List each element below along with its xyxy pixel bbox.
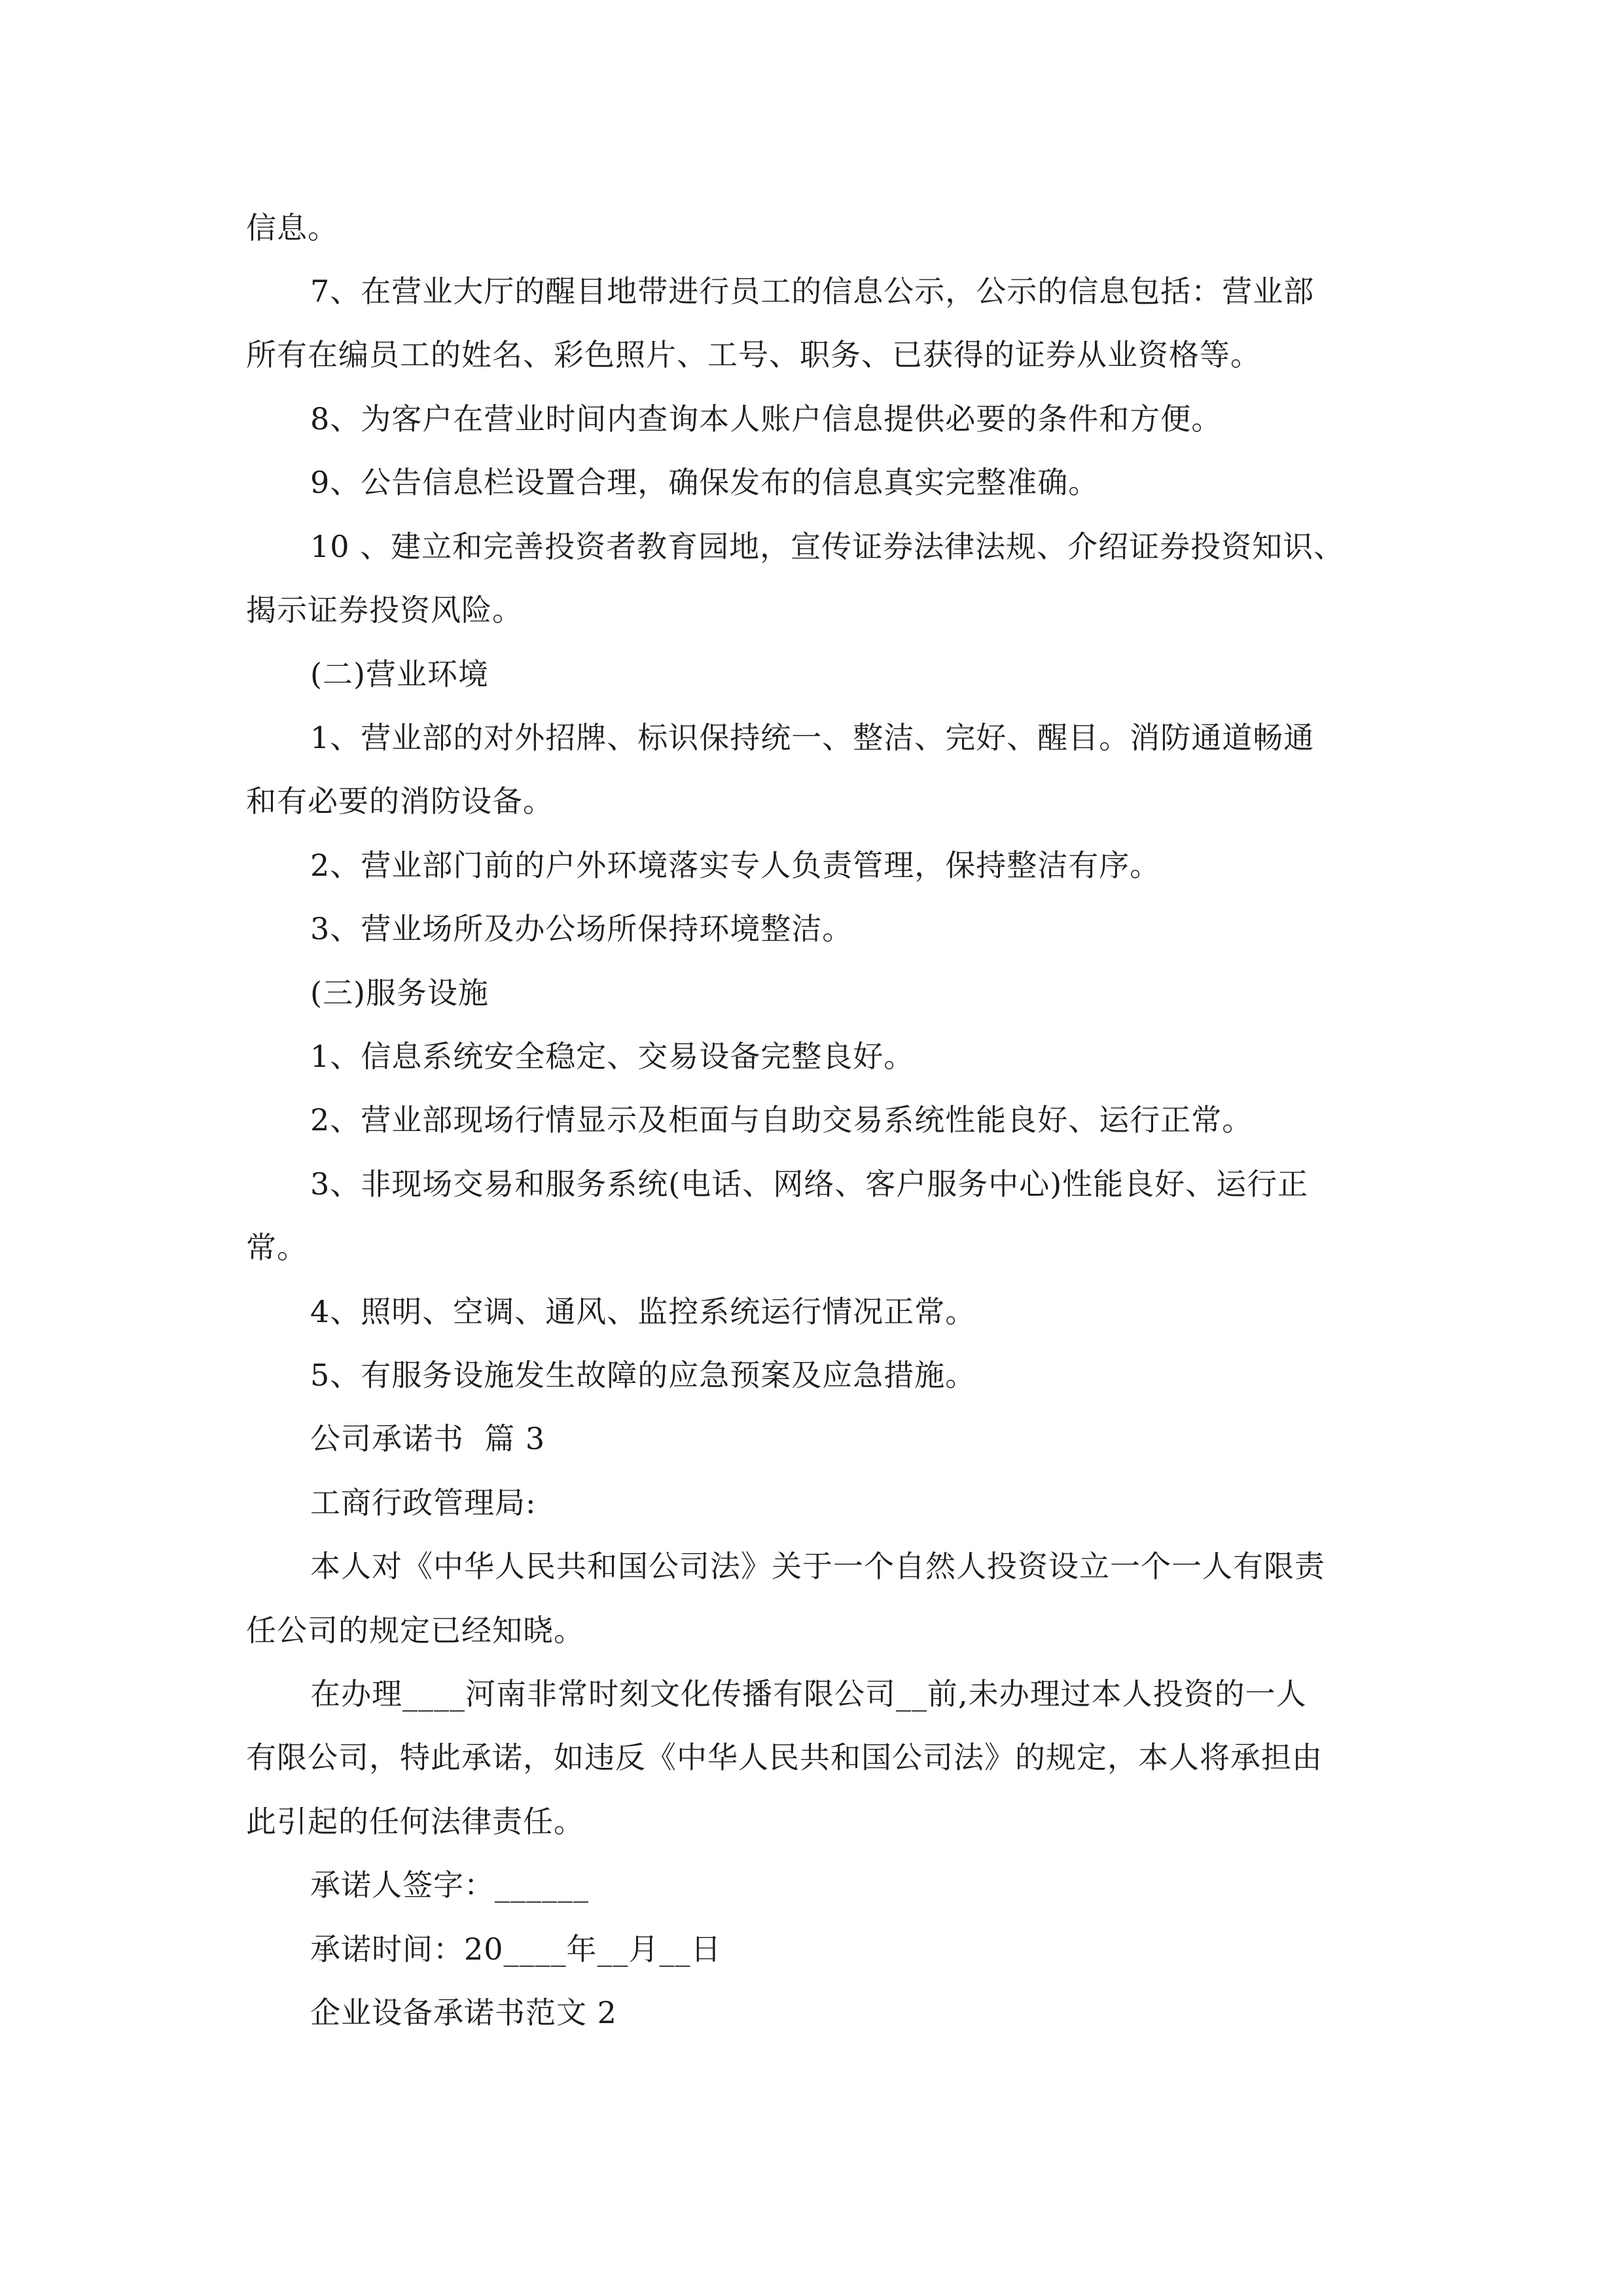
text-line: 5、有服务设施发生故障的应急预案及应急措施。: [310, 1357, 976, 1393]
text-line: 所有在编员工的姓名、彩色照片、工号、职务、已获得的证券从业资格等。: [246, 337, 1261, 372]
text-line: 8、为客户在营业时间内查询本人账户信息提供必要的条件和方便。: [310, 401, 1222, 437]
text-line: 和有必要的消防设备。: [246, 783, 554, 819]
section-heading: 公司承诺书 篇 3: [310, 1421, 546, 1456]
text-line: 7、在营业大厅的醒目地带进行员工的信息公示，公示的信息包括：营业部: [310, 274, 1315, 309]
text-line: 本人对《中华人民共和国公司法》关于一个自然人投资设立一个一人有限责: [310, 1549, 1325, 1584]
text-line: 工商行政管理局:: [310, 1485, 537, 1520]
text-line: 有限公司，特此承诺，如违反《中华人民共和国公司法》的规定，本人将承担由: [246, 1740, 1323, 1775]
text-line: 信息。: [246, 210, 338, 245]
text-line: 任公司的规定已经知晓。: [246, 1613, 584, 1648]
text-line: 常。: [246, 1230, 308, 1265]
text-line: 2、营业部门前的户外环境落实专人负责管理，保持整洁有序。: [310, 848, 1161, 883]
text-line: 1、信息系统安全稳定、交易设备完整良好。: [310, 1039, 915, 1074]
section-heading: (二)营业环境: [310, 656, 489, 692]
date-line: 承诺时间：20____年__月__日: [310, 1931, 722, 1967]
text-line: 3、营业场所及办公场所保持环境整洁。: [310, 911, 853, 946]
text-line: 在办理____河南非常时刻文化传播有限公司__前,未办理过本人投资的一人: [310, 1676, 1307, 1712]
text-line: 揭示证券投资风险。: [246, 592, 523, 628]
text-line: 此引起的任何法律责任。: [246, 1804, 584, 1839]
section-heading: (三)服务设施: [310, 975, 489, 1011]
text-line: 3、非现场交易和服务系统(电话、网络、客户服务中心)性能良好、运行正: [310, 1166, 1309, 1202]
section-heading: 企业设备承诺书范文 2: [310, 1995, 617, 2030]
text-line: 9、公告信息栏设置合理，确保发布的信息真实完整准确。: [310, 465, 1099, 500]
text-line: 2、营业部现场行情显示及柜面与自助交易系统性能良好、运行正常。: [310, 1102, 1253, 1138]
text-line: 1、营业部的对外招牌、标识保持统一、整洁、完好、醒目。消防通道畅通: [310, 720, 1315, 755]
text-line: 10 、建立和完善投资者教育园地，宣传证券法律法规、介绍证券投资知识、: [310, 529, 1345, 564]
signature-line: 承诺人签字：______: [310, 1867, 589, 1903]
text-line: 4、照明、空调、通风、监控系统运行情况正常。: [310, 1294, 976, 1329]
